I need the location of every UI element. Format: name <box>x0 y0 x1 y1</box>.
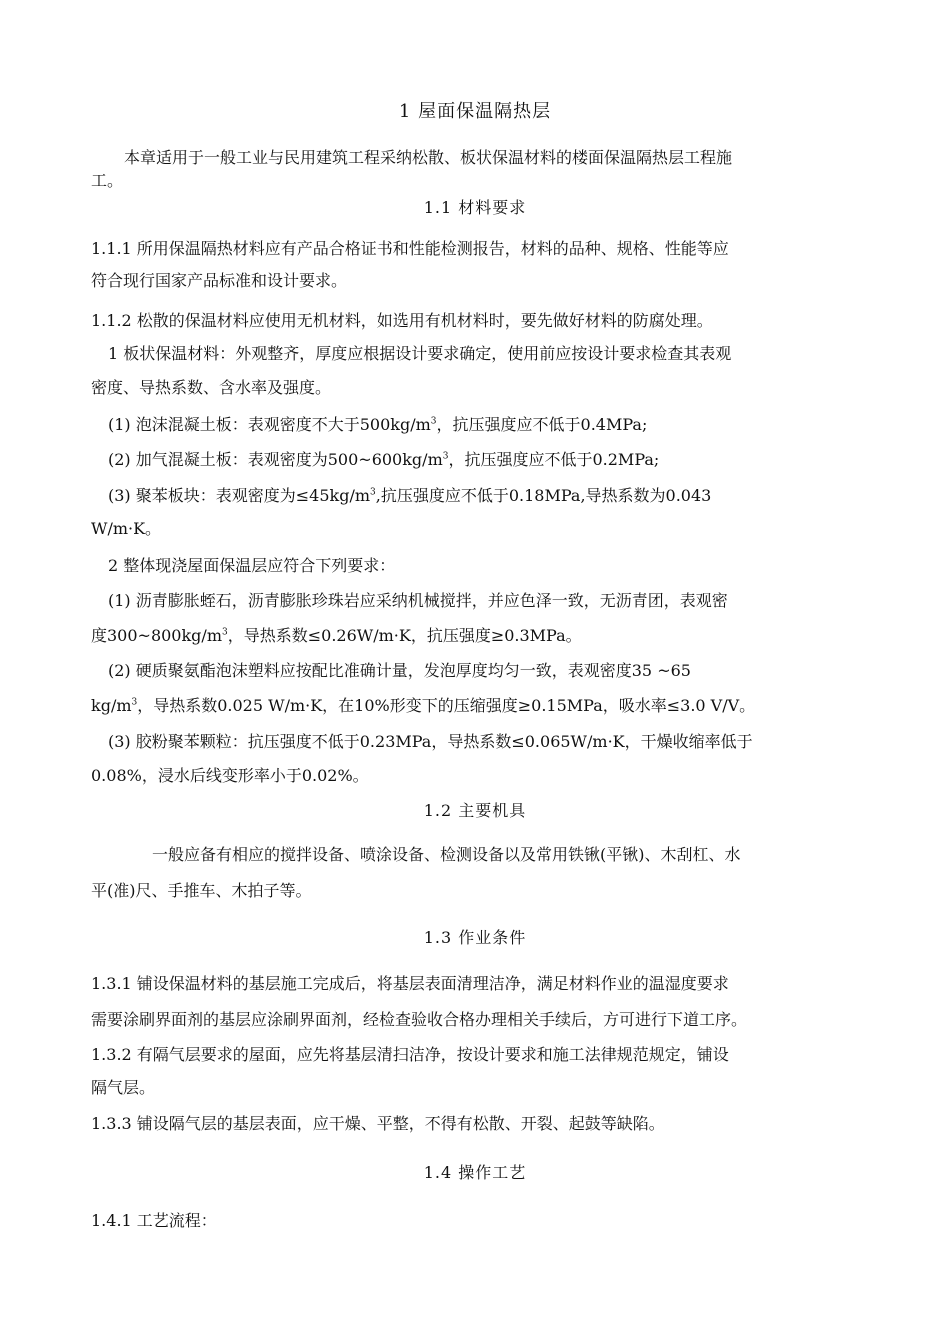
section-1-2-heading: 1.2 主要机具 <box>423 801 527 820</box>
item-1-line-1: 1 板状保温材料：外观整齐，厚度应根据设计要求确定，使用前应按设计要求检查其表观 <box>108 344 732 363</box>
section-1-4-heading: 1.4 操作工艺 <box>423 1163 527 1182</box>
item-1-1 <box>108 414 647 436</box>
item-1-2 <box>108 449 659 471</box>
item-2-2-text-c: ，导热系数0.025 W/m·K，在10%形变下的压缩强度≥0.15MPa，吸水率≤3.0 V/V。 <box>137 696 756 715</box>
para-1-4-1: 1.4.1 工艺流程： <box>91 1211 217 1230</box>
item-1-3-line-1 <box>108 485 711 507</box>
item-2-1-text-b: 度300~800kg/m <box>91 626 222 645</box>
superscript: 3 <box>222 627 228 638</box>
para-1-1-1-line-1: 1.1.1 所用保温隔热材料应有产品合格证书和性能检测报告，材料的品种、规格、性能等应 <box>91 239 729 258</box>
item-1-1-text-a: (1) 泡沫混凝土板：表观密度不大于500kg/m <box>108 415 431 434</box>
intro-line-1: 本章适用于一般工业与民用建筑工程采纳松散、板状保温材料的楼面保温隔热层工程施 <box>124 148 733 167</box>
superscript: 3 <box>442 451 449 462</box>
para-1-3-2-line-1: 1.3.2 有隔气层要求的屋面，应先将基层清扫洁净，按设计要求和施工法律规范规定，铺设 <box>91 1045 729 1064</box>
item-2: 2 整体现浇屋面保温层应符合下列要求： <box>108 556 396 575</box>
item-2-3-line-2: 0.08%，浸水后线变形率小于0.02%。 <box>91 766 369 785</box>
item-2-2-line-1: (2) 硬质聚氨酯泡沫塑料应按配比准确计量，发泡厚度均匀一致，表观密度35 ~65 <box>108 661 691 680</box>
tools-line-1: 一般应备有相应的搅拌设备、喷涂设备、检测设备以及常用铁锹(平锹)、木刮杠、水 <box>152 845 741 864</box>
para-1-1-2: 1.1.2 松散的保温材料应使用无机材料，如选用有机材料时，要先做好材料的防腐处理。 <box>91 311 713 330</box>
item-1-line-2: 密度、导热系数、含水率及强度。 <box>91 378 332 397</box>
section-1-3-heading: 1.3 作业条件 <box>423 928 527 947</box>
item-1-3-text-a: (3) 聚苯板块：表观密度为≤45kg/m <box>108 486 371 505</box>
item-2-1-line-2 <box>91 625 582 647</box>
item-1-3-line-2: W/m·K。 <box>91 519 162 538</box>
item-1-2-text-a: (2) 加气混凝土板：表观密度为500~600kg/m <box>108 450 443 469</box>
item-2-2-line-2 <box>91 695 755 717</box>
item-1-2-text-b: ，抗压强度应不低于0.2MPa; <box>448 450 660 469</box>
para-1-3-3: 1.3.3 铺设隔气层的基层表面，应干燥、平整，不得有松散、开裂、起鼓等缺陷。 <box>91 1114 665 1133</box>
superscript: 3 <box>430 416 437 427</box>
superscript: 3 <box>370 487 376 498</box>
item-2-1-line-1: (1) 沥青膨胀蛭石，沥青膨胀珍珠岩应采纳机械搅拌，并应色泽一致，无沥青团，表观密 <box>108 591 728 610</box>
document-title: 1 屋面保温隔热层 <box>398 101 552 122</box>
para-1-3-1-line-2: 需要涂刷界面剂的基层应涂刷界面剂，经检查验收合格办理相关手续后，方可进行下道工序。 <box>91 1010 748 1029</box>
item-2-1-text-c: ，导热系数≤0.26W/m·K，抗压强度≥0.3MPa。 <box>227 626 582 645</box>
intro-line-2: 工。 <box>91 171 124 190</box>
tools-line-2: 平(准)尺、手推车、木拍子等。 <box>91 881 312 900</box>
item-2-2-text-b: kg/m <box>91 696 132 715</box>
item-2-3-line-1: (3) 胶粉聚苯颗粒：抗压强度不低于0.23MPa，导热系数≤0.065W/m·K，干燥收缩率低于 <box>108 732 753 751</box>
section-1-1-heading: 1.1 材料要求 <box>423 198 527 217</box>
para-1-3-1-line-1: 1.3.1 铺设保温材料的基层施工完成后，将基层表面清理洁净，满足材料作业的温湿度要求 <box>91 974 729 993</box>
para-1-3-2-line-2: 隔气层。 <box>91 1078 156 1097</box>
para-1-1-1-line-2: 符合现行国家产品标准和设计要求。 <box>91 271 348 290</box>
item-1-1-text-b: ，抗压强度应不低于0.4MPa; <box>436 415 648 434</box>
item-1-3-text-b: ,抗压强度应不低于0.18MPa,导热系数为0.043 <box>375 486 712 505</box>
superscript: 3 <box>131 697 138 708</box>
